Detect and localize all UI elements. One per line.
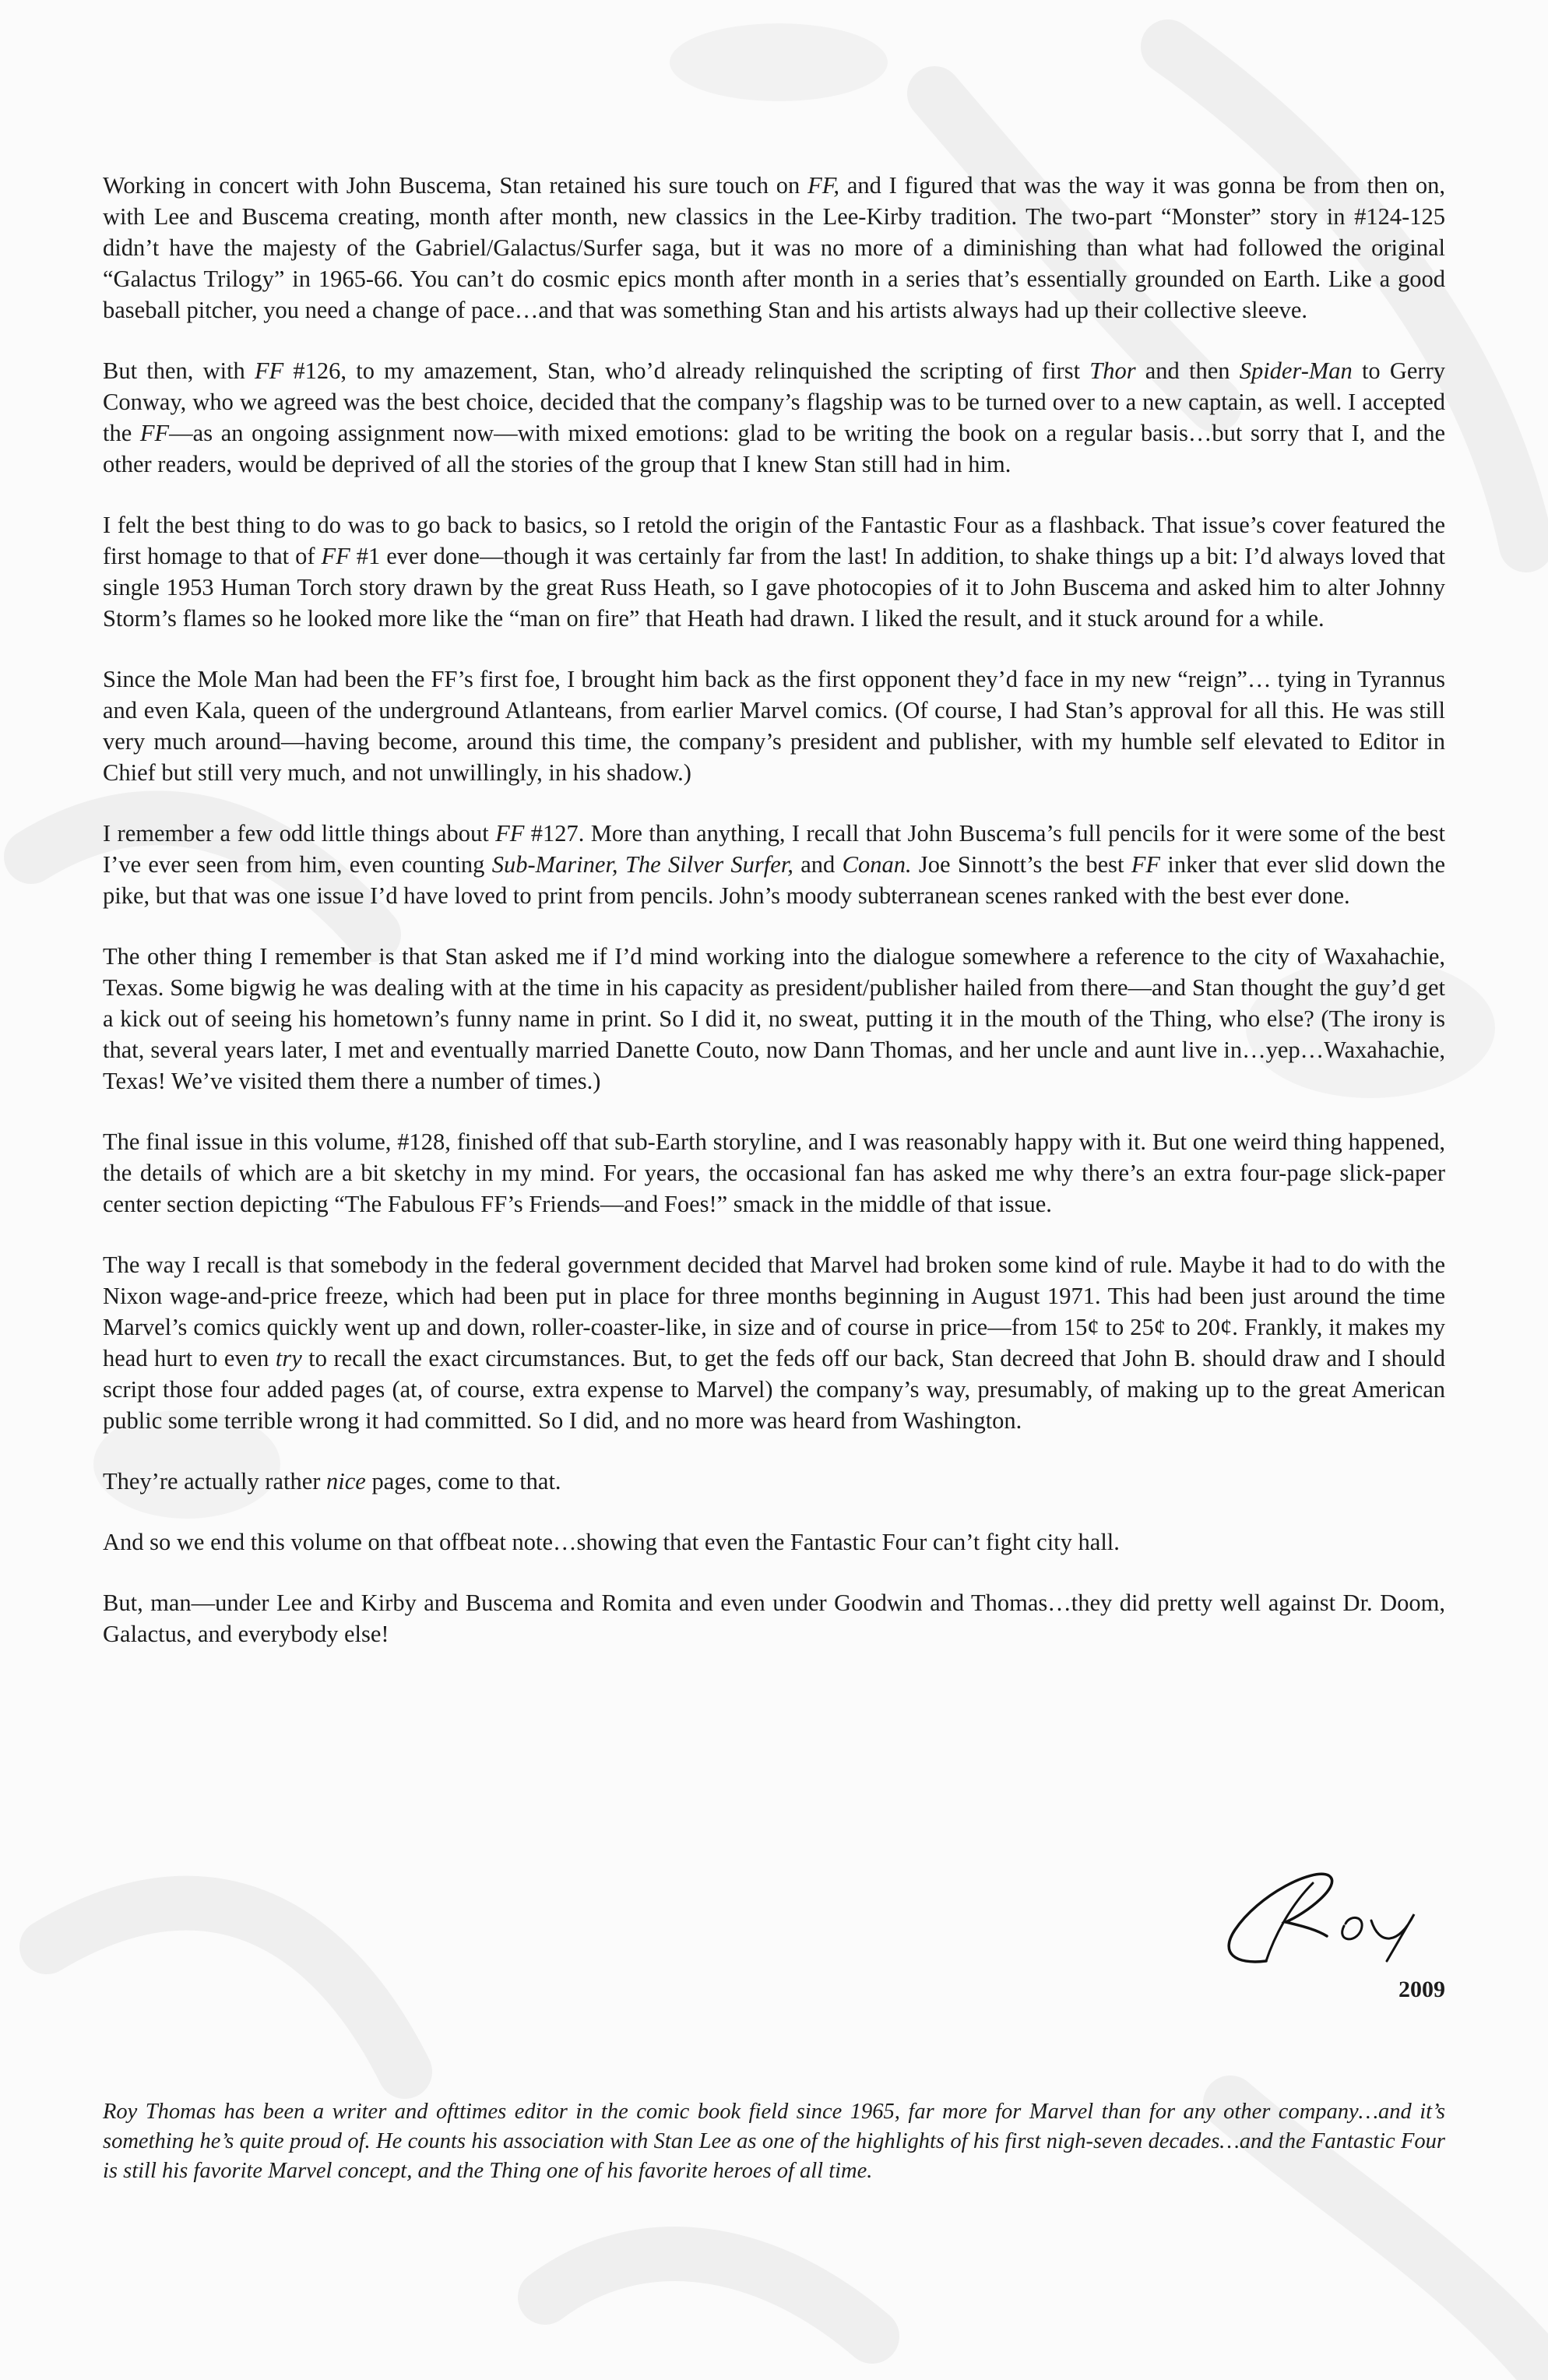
text-run: But, man—under Lee and Kirby and Buscema and Romita and even under Goodwin and Thomas…they did pretty well against Dr. Doom, Galactus, and everybody else! [103,1590,1445,1647]
text-run: inker that ever slid down the pike, but that was one issue I’d have loved to print from pencils. John’s moody subterranean scenes ranked with the best ever done. [103,851,1446,909]
text-run: —as an ongoing assignment now—with mixed emotions: glad to be writing the book on a regular basis…but sorry that I, and the other readers, would be deprived of all the stories of the group that I knew Stan still had in him. [103,420,1446,477]
italic-title: FF [1131,851,1161,878]
paragraph [103,664,1445,788]
text-run: And so we end this volume on that offbeat note…showing that even the Fantastic Four can’t fight city hall. [103,1529,1120,1555]
paragraph [103,509,1445,634]
paragraph [103,818,1445,911]
signature-roy [1212,1852,1445,1969]
text-run: They’re actually rather [103,1468,327,1495]
text-run: and I figured that was the way it was gonna be from then on, with Lee and Buscema creating, month after month, new classics in the Lee-Kirby tradition. The two-part “Monster” story in #124-125 didn’t have the majesty of the Gabriel/Galactus/Surfer saga, but it was no more of a diminishing than what had followed the original “Galactus Trilogy” in 1965-66. You can’t do cosmic epics month after month in a series that’s essentially grounded on Earth. Like a good baseball pitcher, you need a change of pace…and that was something Stan and his artists always had up their collective sleeve. [103,172,1445,323]
italic-title: FF [254,357,284,384]
italic-title: FF [321,543,350,569]
author-bio: Roy Thomas has been a writer and ofttimes editor in the comic book field since 1965, far more for Marvel than for any other company…and it’s something he’s quite proud of. He counts his association with Stan Lee as one of the highlights of his first nigh-seven decades…and the Fantastic Four is still his favorite Marvel concept, and the Thing one of his favorite heroes of all time. [103,2100,1445,2183]
signature-block [1212,1852,1445,2008]
italic-title: FF [139,420,170,446]
paragraph [103,941,1445,1097]
text-run: I felt the best thing to do was to go back to basics, so I retold the origin of the Fantastic Four as a flashback. That issue’s cover featured the first homage to that of [103,512,1445,569]
italic-title: Thor [1089,357,1136,384]
paragraph [103,170,1445,326]
text-run: #126, to my amazement, Stan, who’d already relinquished the scripting of first [283,357,1090,384]
paragraph [103,1126,1445,1220]
paragraph [103,355,1445,480]
text-run: pages, come to that. [365,1468,561,1495]
text-run: to recall the exact circumstances. But, to get the feds off our back, Stan decreed that John B. should draw and I should script those four added pages (at, of course, extra expense to Marvel) the company’s way, presumably, of making up to the great American public some terrible wrong it had committed. So I did, and no more was heard from Washington. [103,1345,1445,1434]
text-run: The final issue in this volume, #128, finished off that sub-Earth storyline, and I was reasonably happy with it. But one weird thing happened, the details of which are a bit sketchy in my mind. For years, the occasional fan has asked me why there’s an extra four-page slick-paper center section depicting “The Fabulous FF’s Friends—and Foes!” smack in the middle of that issue. [103,1128,1445,1217]
text-run: But then, with [103,357,255,384]
text-run: The way I recall is that somebody in the federal government decided that Marvel had broken some kind of rule. Maybe it had to do with the Nixon wage-and-price freeze, which had been put in place for three months beginning in August 1971. This had been just around the time Marvel’s comics quickly went up and down, roller-coaster-like, in size and of course in price—from 15¢ to 25¢ to 20¢. Frankly, it makes my head hurt to even [103,1252,1445,1371]
italic-title: Conan. [842,851,912,878]
paragraph [103,1466,1445,1497]
text-run: Since the Mole Man had been the FF’s first foe, I brought him back as the first opponent they’d face in my new “reign”… tying in Tyrannus and even Kala, queen of the underground Atlanteans, from earlier Marvel comics. (Of course, I had Stan’s approval for all this. He was still very much around—having become, around this time, the company’s president and publisher, with my humble self elevated to Editor in Chief but still very much, and not unwillingly, in his shadow.) [103,666,1445,786]
text-run: The other thing I remember is that Stan asked me if I’d mind working into the dialogue somewhere a reference to the city of Waxahachie, Texas. Some bigwig he was dealing with at the time in his capacity as president/publisher hailed from there—and Stan thought the guy’d get a kick out of seeing his hometown’s funny name in print. So I did it, no sweat, putting it in the mouth of the Thing, who else? (The irony is that, several years later, I met and eventually married Danette Couto, now Dann Thomas, and her uncle and aunt live in…yep…Waxahachie, Texas! We’ve visited them there a number of times.) [103,943,1445,1094]
paragraph [103,1526,1445,1558]
text-run: Joe Sinnott’s the best [911,851,1131,878]
italic-title: Sub-Mariner, The Silver Surfer, [491,851,793,878]
text-run: Working in concert with John Buscema, Stan retained his sure touch on [103,172,808,199]
text-run: and then [1135,357,1240,384]
italic-title: FF, [807,172,840,199]
article-body [103,170,1445,1679]
text-run: to Gerry Conway, who we agreed was the best choice, decided that the company’s flagship was to be turned over to a new captain, as well. I accepted the [103,357,1445,446]
text-run: I remember a few odd little things about [103,820,496,847]
paragraph [103,1587,1445,1649]
paragraph [103,1249,1445,1436]
italic-title: try [275,1345,302,1371]
italic-title: nice [326,1468,366,1495]
text-run: #1 ever done—though it was certainly far from the last! In addition, to shake things up a bit: I’d always loved that single 1953 Human Torch story drawn by the great Russ Heath, so I gave photocopies of it to John Buscema and asked him to alter Johnny Storm’s flames so he looked more like the “man on fire” that Heath had drawn. I liked the result, and it stuck around for a while. [103,543,1446,632]
italic-title: FF [495,820,525,847]
italic-title: Spider-Man [1239,357,1353,384]
signature-year: 2009 [1398,1977,1445,2002]
text-run: #127. More than anything, I recall that John Buscema’s full pencils for it were some of the best I’ve ever seen from him, even counting [103,820,1445,878]
text-run: and [793,851,843,878]
